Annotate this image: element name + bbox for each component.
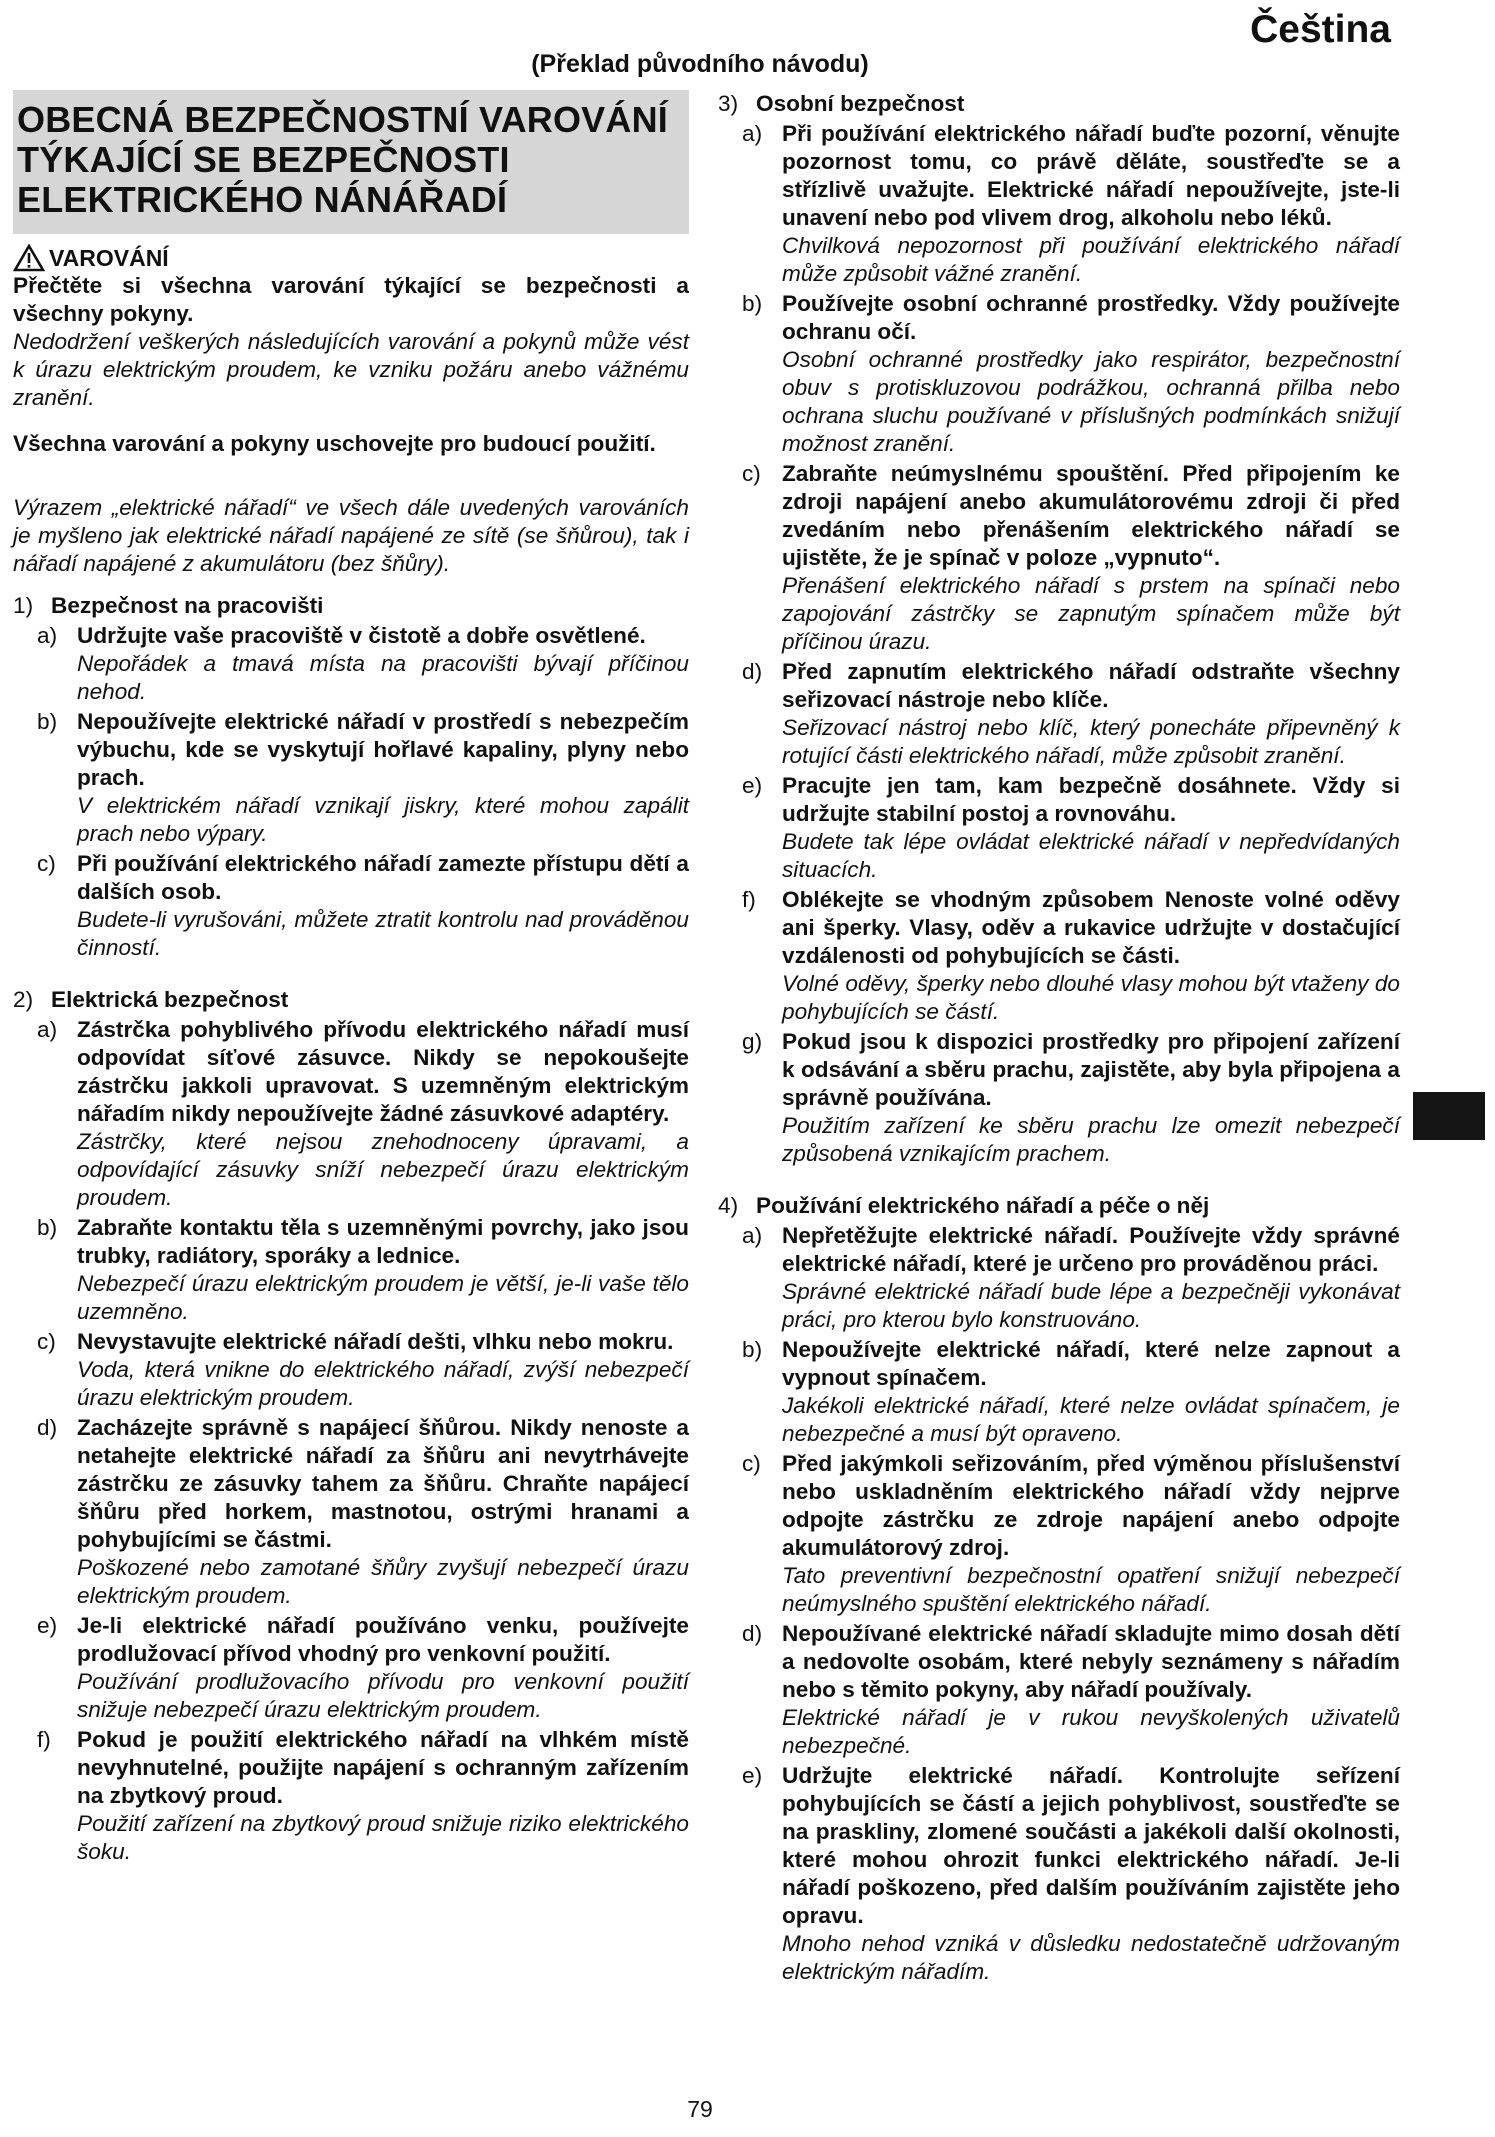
section-number: 2)	[13, 987, 34, 1012]
list-item: e) Udržujte elektrické nářadí. Kontrolujte seřízení pohybujících se částí a jejich pohyblivost, soustřeďte se na praskliny, zlomené součásti a jakékoli další okolnosti, které mohou ohrozit funkci elektrického nářadí. Je-li nářadí poškozeno, před dalším používáním zajistěte jeho opravu. Mnoho nehod vzniká v důsledku nedostatečně udržovaným elektrickým nářadím.	[742, 1763, 1400, 1984]
warning-triangle-icon	[13, 244, 45, 272]
section-title-box	[13, 90, 689, 234]
list-item: b) Nepoužívejte elektrické nářadí, které nelze zapnout a vypnout spínačem. Jakékoli elektrické nářadí, které nelze ovládat spínačem, je nebezpečné a musí být opraveno.	[742, 1337, 1400, 1446]
page-number: 79	[687, 2096, 713, 2122]
list-item: a) Zástrčka pohyblivého přívodu elektrického nářadí musí odpovídat síťové zásuvce. Nikdy se nepokoušejte zástrčku jakkoli upravovat. S uzemněným elektrickým nářadím nikdy nepoužívejte žádné zásuvkové adaptéry. Zástrčky, které nejsou znehodnoceny úpravami, a odpovídající zásuvky sníží nebezpečí úrazu elektrickým proudem.	[37, 1017, 689, 1210]
list-item: a) Při používání elektrického nářadí buďte pozorní, věnujte pozornost tomu, co právě děláte, soustřeďte se a střízlivě uvažujte. Elektrické nářadí nepoužívejte, jste-li unavení nebo pod vlivem drog, alkoholu nebo léků. Chvilková nepozornost při používání elektrického nářadí může způsobit vážné zranění.	[742, 121, 1400, 286]
list-item: b) Používejte osobní ochranné prostředky. Vždy používejte ochranu očí. Osobní ochranné prostředky jako respirátor, bezpečnostní obuv s protiskluzovou podrážkou, ochranná přilba nebo ochrana sluchu používané v příslušných podmínkách snižují možnost zranění.	[742, 291, 1400, 456]
list-item: d) Zacházejte správně s napájecí šňůrou. Nikdy nenoste a netahejte elektrické nářadí za šňůru ani nevytrhávejte zástrčku ze zásuvky tahem za šňůru. Chraňte napájecí šňůru před horkem, mastnotou, ostrými hranami a pohybujícími se částmi. Poškozené nebo zamotané šňůry zvyšují nebezpečí úrazu elektrickým proudem.	[37, 1415, 689, 1608]
keep-notice: Všechna varování a pokyny uschovejte pro budoucí použití.	[13, 431, 656, 456]
list-item: a) Nepřetěžujte elektrické nářadí. Používejte vždy správné elektrické nářadí, které je určeno pro prováděnou práci. Správné elektrické nářadí bude lépe a bezpečněji vykonávat práci, pro kterou bylo konstruováno.	[742, 1223, 1400, 1332]
section-number: 1)	[13, 593, 34, 618]
section-number: 4)	[718, 1193, 739, 1218]
list-item: e) Pracujte jen tam, kam bezpečně dosáhnete. Vždy si udržujte stabilní postoj a rovnováhu. Budete tak lépe ovládat elektrické nářadí v nepředvídaných situacích.	[742, 773, 1400, 882]
language-side-tab	[1413, 1092, 1485, 1140]
list-item: c) Při používání elektrického nářadí zamezte přístupu dětí a dalších osob. Budete-li vyrušováni, můžete ztratit kontrolu nad prováděnou činností.	[37, 851, 689, 960]
warning-italic-text: Nedodržení veškerých následujících varování a pokynů může vést k úrazu elektrickým proudem, ke vzniku požáru anebo vážnému zranění.	[13, 329, 689, 410]
list-item: c) Zabraňte neúmyslnému spouštění. Před připojením ke zdroji napájení anebo akumulátorovému zdroji či před zvedáním nebo přenášením elektrického nářadí se ujistěte, že je spínač v poloze „vypnuto“. Přenášení elektrického nářadí s prstem na spínači nebo zapojování zástrčky se zapnutým spínačem může být příčinou úrazu.	[742, 461, 1400, 654]
section-number: 3)	[718, 91, 739, 116]
list-item: c) Nevystavujte elektrické nářadí dešti, vlhku nebo mokru. Voda, která vnikne do elektrického nářadí, zvýší nebezpečí úrazu elektrickým proudem.	[37, 1329, 689, 1410]
list-item: a) Udržujte vaše pracoviště v čistotě a dobře osvětlené. Nepořádek a tmavá místa na pracovišti bývají příčinou nehod.	[37, 623, 689, 704]
left-column	[13, 90, 689, 1866]
list-item: d) Nepoužívané elektrické nářadí skladujte mimo dosah dětí a nedovolte osobám, které nebyly seznámeny s nářadím nebo s těmito pokyny, aby nářadí používaly. Elektrické nářadí je v rukou nevyškolených uživatelů nebezpečné.	[742, 1621, 1400, 1758]
warning-label: VAROVÁNÍ	[49, 245, 169, 271]
section-1	[13, 592, 689, 962]
section-title: Osobní bezpečnost	[756, 91, 965, 116]
section-title: Bezpečnost na pracovišti	[51, 593, 324, 618]
list-item: f) Pokud je použití elektrického nářadí na vlhkém místě nevyhnutelné, použijte napájení s ochranným zařízením na zbytkový proud. Použití zařízení na zbytkový proud snižuje riziko elektrického šoku.	[37, 1727, 689, 1864]
language-label: Čeština	[1250, 8, 1391, 51]
right-column	[718, 90, 1400, 1986]
definition-text: Výrazem „elektrické nářadí“ ve všech dále uvedených varováních je myšleno jak elektrické nářadí napájené ze sítě (se šňůrou), tak i nářadí napájené z akumulátoru (bez šňůry).	[13, 495, 689, 576]
warning-heading	[13, 244, 689, 272]
page-title: OBECNÁ BEZPEČNOSTNÍ VAROVÁNÍ TÝKAJÍCÍ SE BEZPEČNOSTI ELEKTRICKÉHO NÁNÁŘADÍ	[17, 99, 668, 220]
section-2	[13, 986, 689, 1866]
section-4	[718, 1192, 1400, 1986]
section-title: Elektrická bezpečnost	[51, 987, 289, 1012]
section-3	[718, 90, 1400, 1168]
warning-bold-text: Přečtěte si všechna varování týkající se bezpečnosti a všechny pokyny.	[13, 273, 689, 326]
list-item: d) Před zapnutím elektrického nářadí odstraňte všechny seřizovací nástroje nebo klíče. Seřizovací nástroj nebo klíč, který ponecháte připevněný k rotující části elektrického nářadí, může způsobit zranění.	[742, 659, 1400, 768]
list-item: f) Oblékejte se vhodným způsobem Nenoste volné oděvy ani šperky. Vlasy, oděv a rukavice udržujte v dostačující vzdálenosti od pohybujících se části. Volné oděvy, šperky nebo dlouhé vlasy mohou být vtaženy do pohybujících se částí.	[742, 887, 1400, 1024]
translation-subtitle: (Překlad původního návodu)	[531, 50, 869, 78]
list-item: b) Nepoužívejte elektrické nářadí v prostředí s nebezpečím výbuchu, kde se vyskytují hořlavé kapaliny, plyny nebo prach. V elektrickém nářadí vznikají jiskry, které mohou zapálit prach nebo výpary.	[37, 709, 689, 846]
list-item: b) Zabraňte kontaktu těla s uzemněnými povrchy, jako jsou trubky, radiátory, sporáky a lednice. Nebezpečí úrazu elektrickým proudem je větší, je-li vaše tělo uzemněno.	[37, 1215, 689, 1324]
list-item: e) Je-li elektrické nářadí používáno venku, používejte prodlužovací přívod vhodný pro venkovní použití. Používání prodlužovacího přívodu pro venkovní použití snižuje nebezpečí úrazu elektrickým proudem.	[37, 1613, 689, 1722]
list-item: c) Před jakýmkoli seřizováním, před výměnou příslušenství nebo uskladněním elektrického nářadí vždy nejprve odpojte zástrčku ze zdroje napájení anebo odpojte akumulátorový zdroj. Tato preventivní bezpečnostní opatření snižují nebezpečí neúmyslného spuštění elektrického nářadí.	[742, 1451, 1400, 1616]
list-item: g) Pokud jsou k dispozici prostředky pro připojení zařízení k odsávání a sběru prachu, zajistěte, aby byla připojena a správně používána. Použitím zařízení ke sběru prachu lze omezit nebezpečí způsobená vznikajícím prachem.	[742, 1029, 1400, 1166]
section-title: Používání elektrického nářadí a péče o něj	[756, 1193, 1210, 1218]
